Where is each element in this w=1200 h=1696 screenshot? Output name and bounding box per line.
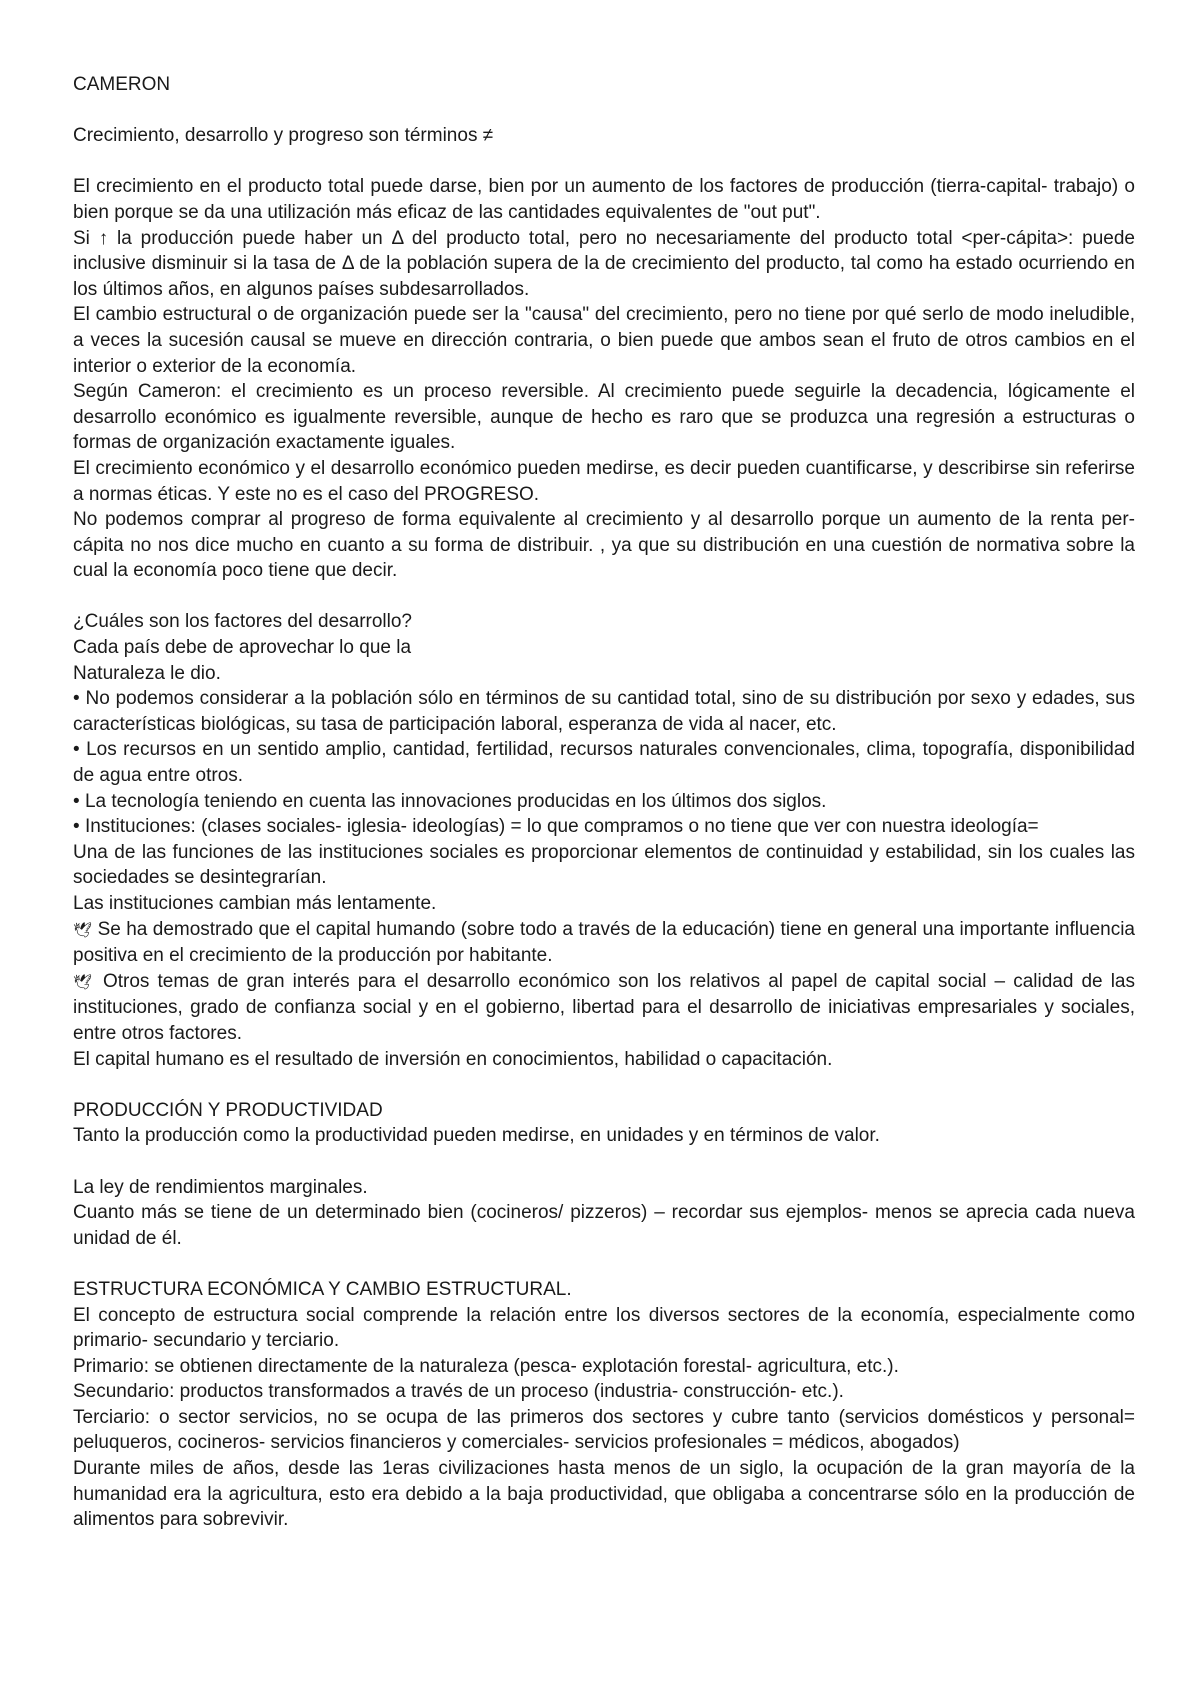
production-text: Tanto la producción como la productividad pueden medirse, en unidades y en términos de valor. xyxy=(73,1125,880,1147)
bullet-icon: • xyxy=(73,816,80,838)
spacer xyxy=(73,149,1135,175)
intro-paragraph: Según Cameron: el crecimiento es un proceso reversible. Al crecimiento puede seguirle la decadencia, lógicamente el desarrollo económico es igualmente reversible, aunque de hecho es raro que se produzca una regresión a estructuras o formas de organización exactamente iguales. xyxy=(73,381,1135,454)
nature-line: Naturaleza le dio. xyxy=(73,662,221,684)
bird-icon: 🕊 xyxy=(73,921,93,939)
intro-paragraph: No podemos comprar al progreso de forma equivalente al crecimiento y al desarrollo porque un aumento de la renta per- cápita no nos dice mucho en cuanto a su forma de distribuir. , ya que su distribución en una cuestión de normativa sobre la cual la economía poco tiene que decir. xyxy=(73,509,1135,582)
factor-text: Los recursos en un sentido amplio, cantidad, fertilidad, recursos naturales convencionales, clima, topografía, disponibilidad de agua entre otros. xyxy=(73,739,1136,787)
bird-item-text: Otros temas de gran interés para el desarrollo económico son los relativos al papel de capital social – calidad de las instituciones, grado de confianza social y en el gobierno, libertad para el desarrollo de iniciativas empresariales y sociales, entre otros factores. xyxy=(73,970,1135,1044)
human-capital-line: El capital humano es el resultado de inversión en conocimientos, habilidad o capacitación. xyxy=(73,1048,833,1070)
spacer xyxy=(73,98,1135,124)
intro-paragraph: El cambio estructural o de organización puede ser la "causa" del crecimiento, pero no tiene por qué serlo de modo ineludible, a veces la sucesión causal se mueve en dirección contraria, o bien puede que ambos sean el fruto de otros cambios en el interior o exterior de la economía. xyxy=(73,304,1135,377)
factor-text: Instituciones: (clases sociales- iglesia- ideologías) = lo que compramos o no tiene que ver con nuestra ideología= xyxy=(84,816,1039,838)
nature-line: Cada país debe de aprovechar lo que la xyxy=(73,637,412,659)
factor-bullet xyxy=(73,686,1135,737)
production-heading: PRODUCCIÓN Y PRODUCTIVIDAD xyxy=(73,1099,383,1121)
factor-text: La tecnología teniendo en cuenta las innovaciones producidas en los últimos dos siglos. xyxy=(84,790,827,812)
bird-icon: 🕊 xyxy=(73,973,95,991)
doc-title: CAMERON xyxy=(73,74,171,95)
intro-paragraph: El crecimiento en el producto total puede darse, bien por un aumento de los factores de producción (tierra-capital- trabajo) o bien porque se da una utilización más eficaz de las cantidades equivalentes de "out put". xyxy=(73,176,1135,223)
bird-item xyxy=(73,917,1135,969)
structure-paragraph: Durante miles de años, desde las 1eras civilizaciones hasta menos de un siglo, la ocupación de la gran mayoría de la humanidad era la agricultura, esto era debido a la baja productividad, que obligaba a concentrarse sólo en la producción de alimentos para sobrevivir. xyxy=(73,1458,1135,1531)
institutions-paragraph: Las instituciones cambian más lentamente. xyxy=(73,893,437,914)
factors-question: ¿Cuáles son los factores del desarrollo? xyxy=(73,611,413,633)
bullet-icon: • xyxy=(73,739,80,761)
factor-bullet xyxy=(73,814,1135,840)
institutions-paragraph: Una de las funciones de las instituciones sociales es proporcionar elementos de continuidad y estabilidad, sin los cuales las sociedades se desintegrarían. xyxy=(73,841,1135,889)
spacer xyxy=(73,1072,1135,1098)
structure-paragraph: El concepto de estructura social comprende la relación entre los diversos sectores de la economía, especialmente como primario- secundario y terciario. xyxy=(73,1304,1135,1352)
intro-paragraph: Si ↑ la producción puede haber un Δ del producto total, pero no necesariamente del producto total <per-cápita>: puede inclusive disminuir si la tasa de Δ de la población supera de la de crecimiento del producto, tal como ha estado ocurriendo en los últimos años, en algunos países subdesarrollados. xyxy=(73,227,1135,300)
intro-paragraph: El crecimiento económico y el desarrollo económico pueden medirse, es decir pueden cuantificarse, y describirse sin referirse a normas éticas. Y este no es el caso del PROGRESO. xyxy=(73,457,1135,505)
spacer xyxy=(73,1251,1135,1277)
bullet-icon: • xyxy=(73,790,80,812)
factor-bullet xyxy=(73,737,1135,788)
structure-heading: ESTRUCTURA ECONÓMICA Y CAMBIO ESTRUCTURAL. xyxy=(73,1278,572,1300)
marginal-heading: La ley de rendimientos marginales. xyxy=(73,1176,368,1198)
document-page xyxy=(73,72,1135,1533)
bird-item xyxy=(73,969,1135,1047)
bullet-icon: • xyxy=(73,688,80,710)
structure-paragraph: Primario: se obtienen directamente de la naturaleza (pesca- explotación forestal- agricultura, etc.). xyxy=(73,1355,899,1377)
marginal-text: Cuanto más se tiene de un determinado bien (cocineros/ pizzeros) – recordar sus ejemplos- menos se aprecia cada nueva unidad de él. xyxy=(73,1202,1135,1249)
doc-subtitle: Crecimiento, desarrollo y progreso son términos ≠ xyxy=(73,125,494,147)
structure-paragraph: Terciario: o sector servicios, no se ocupa de las primeros dos sectores y cubre tanto (servicios domésticos y personal= peluqueros, cocineros- servicios financieros y comerciales- servicios profesionales = médicos, abogados) xyxy=(73,1406,1135,1454)
spacer xyxy=(73,584,1135,610)
bird-item-text: Se ha demostrado que el capital humando (sobre todo a través de la educación) tiene en general una importante influencia positiva en el crecimiento de la producción por habitante. xyxy=(73,918,1136,967)
spacer xyxy=(73,1149,1135,1175)
factor-bullet xyxy=(73,789,1135,815)
structure-paragraph: Secundario: productos transformados a través de un proceso (industria- construcción- etc.). xyxy=(73,1381,844,1403)
factor-text: No podemos considerar a la población sólo en términos de su cantidad total, sino de su distribución por sexo y edades, sus características biológicas, su tasa de participación laboral, esperanza de vida al nacer, etc. xyxy=(73,688,1136,735)
